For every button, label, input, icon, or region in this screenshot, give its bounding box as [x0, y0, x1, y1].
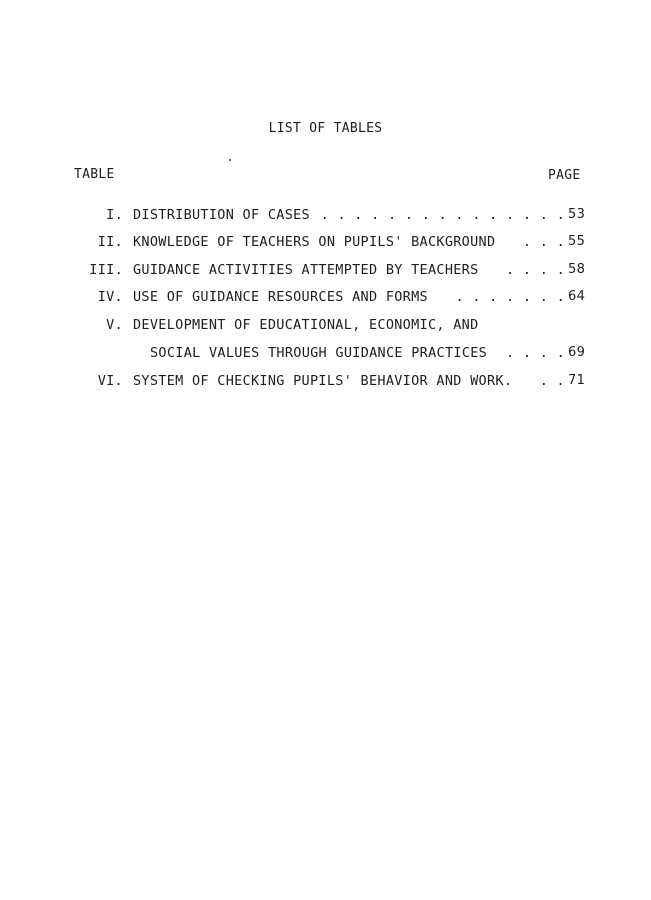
dot-leader: . .	[539, 373, 565, 389]
list-item	[0, 234, 651, 254]
page-number: 69	[568, 345, 586, 360]
table-title: SYSTEM OF CHECKING PUPILS' BEHAVIOR AND WORK.	[133, 373, 513, 389]
page-title: LIST OF TABLES	[268, 121, 383, 136]
column-header-table: TABLE	[74, 167, 115, 182]
dot-leader: . . .	[522, 234, 565, 250]
table-title: DISTRIBUTION OF CASES	[133, 207, 310, 223]
table-title: USE OF GUIDANCE RESOURCES AND FORMS	[133, 289, 428, 305]
list-item	[0, 289, 651, 309]
page-number: 55	[568, 234, 586, 249]
page-number: 64	[568, 289, 586, 304]
ink-speck	[229, 159, 231, 161]
table-numeral: IV.	[97, 289, 123, 305]
table-numeral: V.	[106, 317, 123, 333]
page-number: 58	[568, 262, 586, 277]
page-number: 53	[568, 207, 586, 222]
table-title-continuation: SOCIAL VALUES THROUGH GUIDANCE PRACTICES	[150, 345, 488, 361]
table-numeral: III.	[89, 262, 123, 278]
dot-leader: . . . .	[506, 262, 565, 278]
list-item	[0, 262, 651, 282]
list-item	[0, 317, 651, 337]
dot-leader: . . . . . . .	[455, 289, 565, 305]
dot-leader: . . . .	[506, 345, 565, 361]
list-item	[0, 207, 651, 227]
table-title: KNOWLEDGE OF TEACHERS ON PUPILS' BACKGROUND	[133, 234, 496, 250]
list-item-continuation	[0, 345, 651, 365]
dot-leader: . . . . . . . . . . . . . . .	[320, 207, 565, 223]
column-header-page: PAGE	[548, 168, 581, 183]
table-numeral: I.	[106, 207, 123, 223]
table-numeral: VI.	[97, 373, 123, 389]
list-item	[0, 373, 651, 393]
table-numeral: II.	[97, 234, 123, 250]
page-number: 71	[568, 373, 586, 388]
table-title: DEVELOPMENT OF EDUCATIONAL, ECONOMIC, AND	[133, 317, 479, 333]
table-title: GUIDANCE ACTIVITIES ATTEMPTED BY TEACHERS	[133, 262, 479, 278]
